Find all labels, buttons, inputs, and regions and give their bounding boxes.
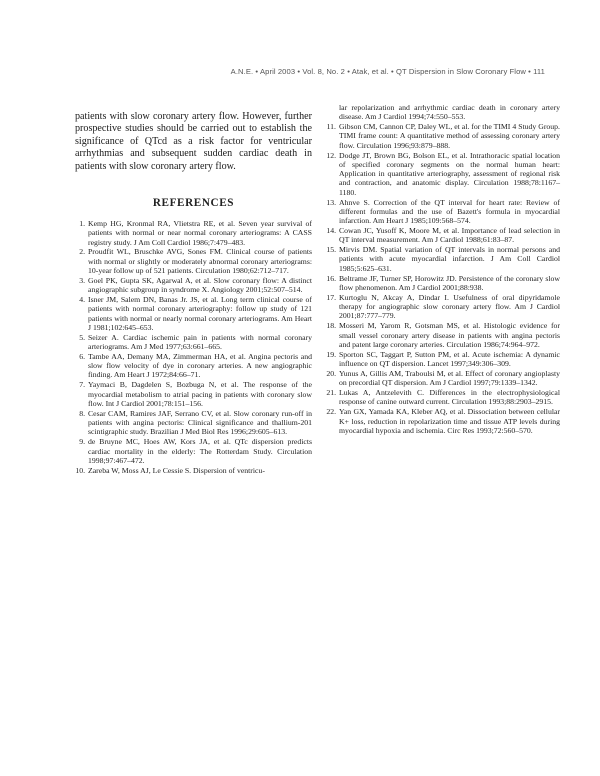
reference-item <box>326 245 560 273</box>
reference-number: 9. <box>79 437 85 447</box>
reference-text: Cesar CAM, Ramires JAF, Serrano CV, et al. Slow coronary run-off in patients with angina pectoris: Clinical significance and thallium-201 scintigraphic study. Brazilian J Med Biol Res 1996;29:605–613. <box>88 408 312 437</box>
reference-item <box>326 321 560 349</box>
reference-number: 5. <box>79 332 85 342</box>
reference-number: 17. <box>326 292 336 302</box>
reference-item <box>75 276 312 295</box>
reference-text: Proudfit WL, Bruschke AVG, Sones FM. Clinical course of patients with normal or slightly or moderately abnormal coronary arteriograms: 10-year follow up of 521 patients. Circulation 1980;62:712–717. <box>88 247 312 275</box>
reference-text: Yunus A, Gillis AM, Traboulsi M, et al. Effect of coronary angioplasty on precordial QT dispersion. Am J Cardiol 1997;79:1339–1342. <box>339 368 560 388</box>
reference-item <box>326 293 560 321</box>
reference-item <box>75 295 312 332</box>
reference-item <box>75 380 312 408</box>
reference-text: Goel PK, Gupta SK, Agarwal A, et al. Slow coronary flow: A distinct angiographic subgroup in syndrome X. Angiology 2001;52:507–514. <box>88 275 312 295</box>
reference-text: Beltrame JF, Turner SP, Horowitz JD. Persistence of the coronary slow flow phenomenon. Am J Cardiol 2001;88:938. <box>339 273 560 292</box>
reference-number: 14. <box>326 226 336 235</box>
reference-text: Yaymaci B, Dagdelen S, Bozbuga N, et al. The response of the myocardial metabolism to atrial pacing in patients with coronary slow flow. Int J Cardiol 2001;78:151–156. <box>88 380 312 408</box>
reference-item <box>326 350 560 369</box>
reference-text: Ahnve S. Correction of the QT interval for heart rate: Review of different formulas and the use of Bazett's formula in myocardial infarction. Am Heart J 1985;109:568–574. <box>339 197 560 226</box>
reference-item <box>75 466 312 475</box>
reference-text: Zareba W, Moss AJ, Le Cessie S. Dispersion of ventricu- <box>88 465 265 475</box>
reference-number: 18. <box>326 321 336 331</box>
references-heading: REFERENCES <box>152 197 235 210</box>
reference-item <box>75 352 312 380</box>
reference-number: 7. <box>79 380 85 390</box>
reference-text: Mosseri M, Yarom R, Gotsman MS, et al. Histologic evidence for small vessel coronary artery disease in patients with angina pectoris and patent large coronary arteries. Circulation 1986;74:964–972. <box>339 321 560 349</box>
reference-number: 12. <box>326 150 336 160</box>
reference-text: Kemp HG, Kronmal RA, Vlietstra RE, et al. Seven year survival of patients with normal or near normal coronary arteriograms: A CASS registry study. J Am Coll Cardiol 1986;7:479–483. <box>88 219 312 247</box>
reference-number: 15. <box>326 245 336 255</box>
references-list-left <box>75 219 312 475</box>
reference-item <box>326 226 560 245</box>
reference-text: Isner JM, Salem DN, Banas Jr. JS, et al. Long term clinical course of patients with normal coronary arteriography: follow up study of 121 patients with normal or nearly normal coronary arteriograms. Am Heart J 1981;102:645–653. <box>88 295 312 332</box>
reference-item <box>326 407 560 435</box>
reference-item <box>75 247 312 275</box>
reference-number: 4. <box>79 295 85 305</box>
reference-number: 22. <box>326 407 336 417</box>
reference-number: 21. <box>326 388 336 398</box>
reference-item <box>75 219 312 247</box>
reference-text: Kurtoglu N, Akcay A, Dindar I. Usefulness of oral dipyridamole therapy for angiographic slow coronary artery flow. Am J Cardiol 2001;87:777–779. <box>339 292 560 321</box>
reference-text: Cowan JC, Yusoff K, Moore M, et al. Importance of lead selection in QT interval measurement. Am J Cardiol 1988;61:83–87. <box>339 226 560 245</box>
reference-item <box>326 388 560 407</box>
right-column <box>326 103 560 436</box>
reference-text: Tambe AA, Demany MA, Zimmerman HA, et al. Angina pectoris and slow flow velocity of dye in coronary arteries. A new angiographic finding. Am Heart J 1972;84:66–71. <box>88 351 312 380</box>
reference-item <box>75 437 312 465</box>
reference-text: Yan GX, Yamada KA, Kleber AQ, et al. Dissociation between cellular K+ loss, reduction in repolarization time and tissue ATP levels during myocardial hypoxia and ischemia. Circ Res 1993;72:560–570. <box>339 407 560 435</box>
reference-number: 19. <box>326 349 336 359</box>
reference-number: 6. <box>79 351 85 361</box>
running-header: A.N.E. • April 2003 • Vol. 8, No. 2 • Atak, et al. • QT Dispersion in Slow Coronary Flow • 111 <box>230 67 545 76</box>
reference-text: Lukas A, Antzelevith C. Differences in the electrophysiological response of canine outward current. Circulation 1993;88:2903–2915. <box>339 388 560 407</box>
reference-item <box>75 409 312 437</box>
reference-item <box>326 198 560 226</box>
reference-number: 16. <box>326 273 336 283</box>
reference-number: 1. <box>79 219 85 229</box>
body-text-conclusion: patients with slow coronary artery flow. However, further prospective studies should be carried out to establish the significance of QTcd as a risk factor for ventricular arrhythmias and subsequent sudden cardiac death in patients with slow coronary artery flow. <box>75 111 312 172</box>
reference-continuation: lar repolarization and arrhythmic cardiac death in coronary artery disease. Am J Cardiol 1994;74:550–553. <box>339 103 560 122</box>
reference-number: 10. <box>75 465 85 475</box>
reference-text: Mirvis DM. Spatial variation of QT intervals in normal persons and patients with acute myocardial infarction. J Am Coll Cardiol 1985;5:625–631. <box>339 245 560 273</box>
reference-item <box>326 151 560 197</box>
reference-text: de Bruyne MC, Hoes AW, Kors JA, et al. QTc dispersion predicts cardiac mortality in the elderly: The Rotterdam Study. Circulation 1998;97:467–472. <box>88 437 312 465</box>
reference-text: Seizer A. Cardiac ischemic pain in patients with normal coronary arteriograms. Am J Med 1977;63:661–665. <box>88 332 312 352</box>
reference-text: Dodge JT, Brown BG, Bolson EL, et al. Intrathoracic spatial location of specified coronary segments on the normal human heart: Application in quantitative arteriography, assessment of regional risk and contraction, and anatomic display. Circulation 1988;78:1167–1180. <box>339 150 560 197</box>
reference-number: 8. <box>79 408 85 418</box>
left-column <box>75 111 312 476</box>
reference-item <box>326 274 560 293</box>
reference-item <box>326 122 560 150</box>
reference-number: 20. <box>326 368 336 378</box>
reference-number: 11. <box>326 122 336 132</box>
references-list-right <box>326 122 560 435</box>
reference-number: 13. <box>326 197 336 207</box>
reference-text: Gibson CM, Cannon CP, Daley WL, et al. for the TIMI 4 Study Group. TIMI frame count: A quantitative method of assessing coronary artery flow. Circulation 1996;93:879–888. <box>339 122 560 150</box>
reference-number: 2. <box>79 247 85 257</box>
reference-text: Sporton SC, Taggart P, Sutton PM, et al. Acute ischemia: A dynamic influence on QT dispersion. Lancet 1997;349:306–309. <box>339 349 560 368</box>
reference-item <box>326 369 560 388</box>
reference-number: 3. <box>79 275 85 285</box>
reference-item <box>75 333 312 352</box>
